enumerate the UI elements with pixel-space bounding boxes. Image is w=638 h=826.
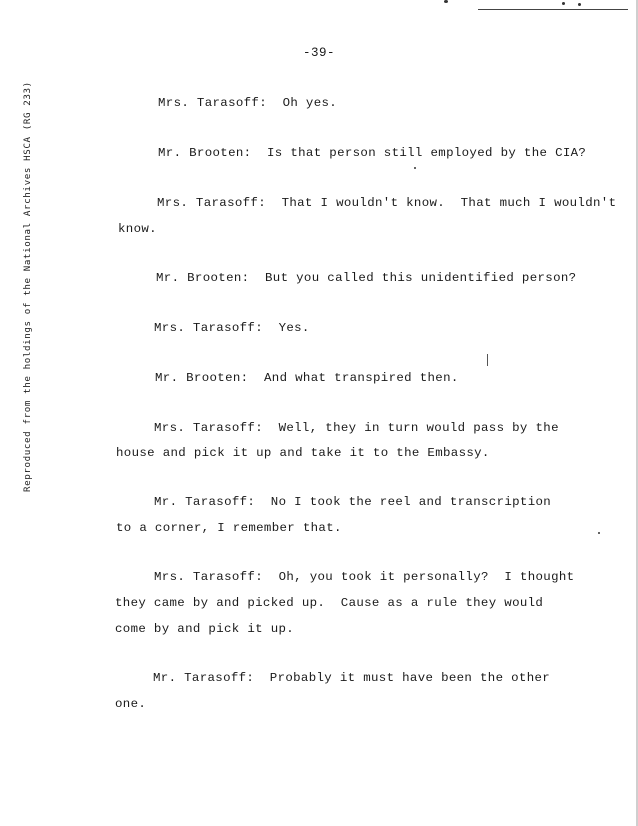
margin-mark bbox=[487, 354, 488, 366]
page-number: -39- bbox=[302, 46, 335, 60]
scan-speck bbox=[414, 167, 416, 169]
text-line: Mrs. Tarasoff: Oh, you took it personally? I thought bbox=[154, 570, 575, 584]
text-line: house and pick it up and take it to the Embassy. bbox=[116, 446, 490, 460]
text-line: come by and pick it up. bbox=[115, 622, 295, 636]
text-line: one. bbox=[115, 697, 147, 711]
archive-credit: Reproduced from the holdings of the National Archives HSCA (RG 233) bbox=[22, 81, 33, 492]
scan-speck bbox=[444, 0, 448, 3]
text-line: Mrs. Tarasoff: That I wouldn't know. That much I wouldn't bbox=[157, 196, 617, 210]
text-line: Mrs. Tarasoff: Oh yes. bbox=[158, 96, 338, 110]
text-line: Mrs. Tarasoff: Yes. bbox=[154, 321, 310, 335]
text-line: Mrs. Tarasoff: Well, they in turn would pass by the bbox=[154, 421, 559, 435]
scan-speck bbox=[562, 2, 565, 5]
text-line: they came by and picked up. Cause as a rule they would bbox=[115, 596, 544, 610]
text-line: Mr. Brooten: And what transpired then. bbox=[155, 371, 459, 385]
text-line: Mr. Tarasoff: Probably it must have been the other bbox=[153, 671, 551, 685]
text-line: Mr. Brooten: But you called this unidentified person? bbox=[156, 271, 577, 285]
scan-speck bbox=[578, 3, 581, 6]
text-line: Mr. Brooten: Is that person still employed by the CIA? bbox=[158, 146, 587, 160]
text-line: Mr. Tarasoff: No I took the reel and transcription bbox=[154, 495, 552, 509]
text-line: know. bbox=[118, 222, 157, 236]
text-line: to a corner, I remember that. bbox=[116, 521, 342, 535]
top-rule bbox=[478, 9, 628, 10]
scan-speck bbox=[598, 532, 600, 534]
